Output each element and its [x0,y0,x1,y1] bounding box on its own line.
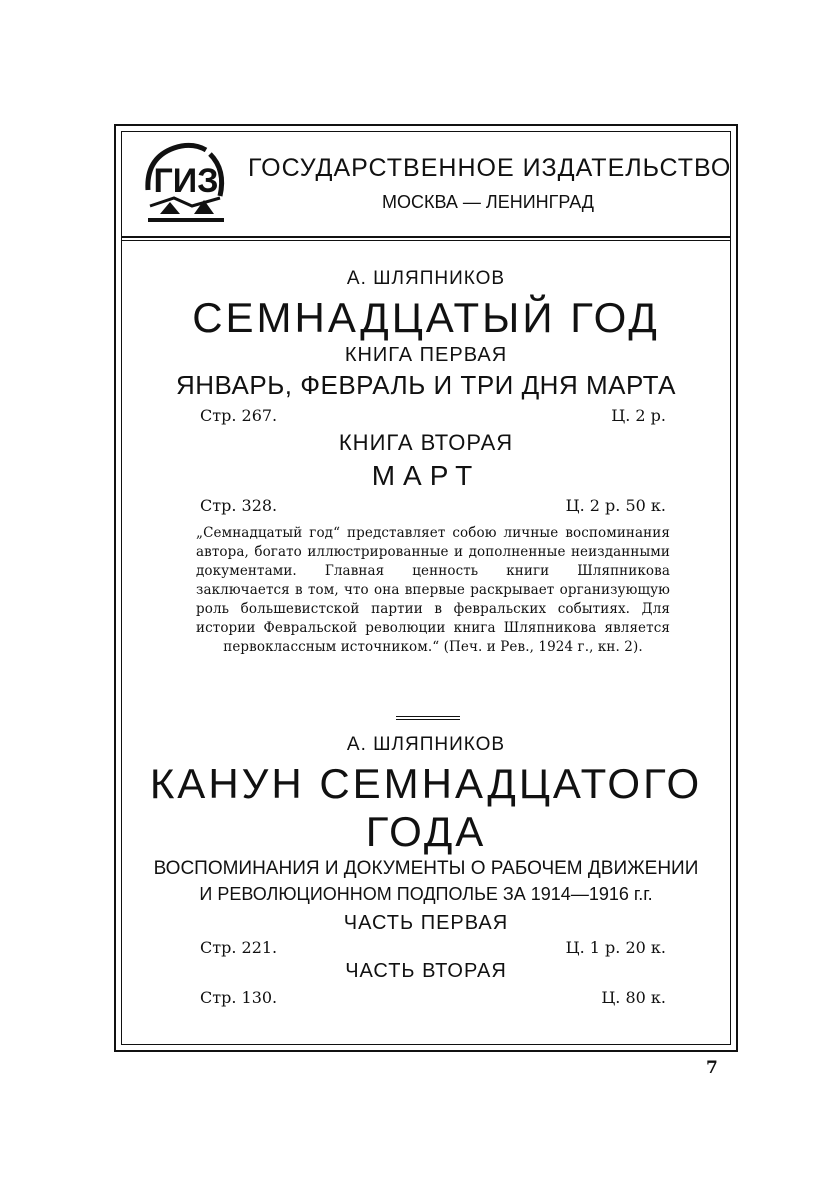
book1-part1-details [200,406,666,425]
book2-part2-label: ЧАСТЬ ВТОРАЯ [345,960,507,982]
book1-part1-subtitle: ЯНВАРЬ, ФЕВРАЛЬ И ТРИ ДНЯ МАРТА [175,370,676,400]
book1-part1-pages: Стр. 267. [200,406,278,425]
book2-part1-price: Ц. 1 р. 20 к. [565,938,666,957]
publisher-name: ГОСУДАРСТВЕННОЕ ИЗДАТЕЛЬСТВО [248,154,732,182]
book2-part1-pages: Стр. 221. [200,938,278,957]
header-divider [122,236,730,241]
book2-part2-details [200,988,666,1007]
book1-part2-price: Ц. 2 р. 50 к. [565,496,666,515]
section-divider [396,716,460,720]
book2-subtitle-line1: ВОСПОМИНАНИЯ И ДОКУМЕНТЫ О РАБОЧЕМ ДВИЖЕНИИ [153,858,699,879]
logo-lettering: ГИЗ [153,162,219,200]
book2-part2-price: Ц. 80 к. [601,988,666,1007]
book1-part1-label: КНИГА ПЕРВАЯ [344,344,508,366]
book1-part1-price: Ц. 2 р. [611,406,666,425]
publisher-city: МОСКВА — ЛЕНИНГРАД [382,192,594,212]
book2-part1-label: ЧАСТЬ ПЕРВАЯ [343,912,509,934]
book2-title-line2: ГОДА [365,808,487,855]
publisher-logo-icon [140,140,232,228]
book2-author: А. ШЛЯПНИКОВ [346,734,506,755]
publisher-header [140,140,730,230]
book1-part2-details [200,496,666,515]
book1-part2-label: КНИГА ВТОРАЯ [338,430,514,455]
book2-part1-details [200,938,666,957]
book1-review-quote: „Семнадцатый год“ представляет собою личные воспоминания автора, богато иллюстрированные и дополненные неизданными документами. Главная ценность книги Шляпникова заключается в том, что она впервые раскрывает организующую роль большевистской партии в февральских событиях. Для истории Февральской революции книга Шляпникова является первоклассным источником.“ (Печ. и Рев., 1924 г., кн. 2). [196,525,670,655]
book2-subtitle-line2: И РЕВОЛЮЦИОННОМ ПОДПОЛЬЕ ЗА 1914—1916 г.г. [199,884,653,904]
book2-title-line1: КАНУН СЕМНАДЦАТОГО [149,760,703,807]
page-number: 7 [706,1058,718,1078]
book1-author: А. ШЛЯПНИКОВ [346,268,506,289]
book1-part2-subtitle: МАРТ [371,460,481,491]
book1-title: СЕМНАДЦАТЫЙ ГОД [192,294,660,341]
book1-part2-pages: Стр. 328. [200,496,278,515]
book2-part2-pages: Стр. 130. [200,988,278,1007]
